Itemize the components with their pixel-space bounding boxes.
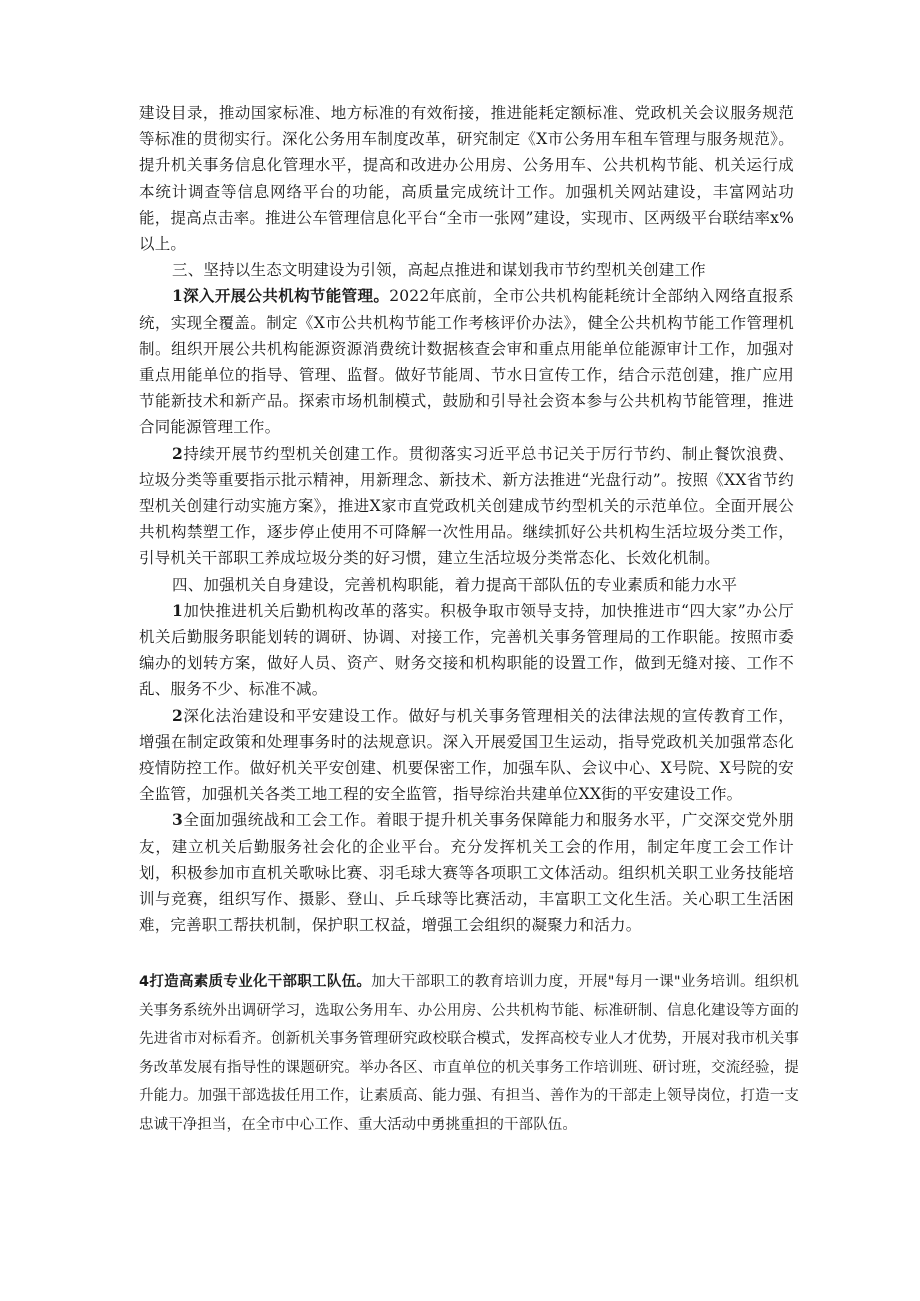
paragraph-text: 2022年底前，全市公共机构能耗统计全部纳入网络直报系统，实现全覆盖。制定《X市公共机构节能工作考核评价办法》，健全公共机构节能工作管理机制。组织开展公共机构能源资源消费统计数据核查会审和重点用能单位能源审计工作，加强对重点用能单位的指导、管理、监督。做好节能周、节水日宣传工作，结合示范创建，推广应用节能新技术和新产品。探索市场机制模式，鼓励和引导社会资本参与公共机构节能管理，推进合同能源管理工作。 — [139, 287, 794, 437]
paragraph-continuation — [139, 100, 794, 257]
paragraph-lead: 3 — [172, 810, 183, 830]
paragraph-lead: 2 — [172, 705, 183, 725]
paragraph-thrifty-agency — [139, 441, 794, 572]
paragraph-text: 建设目录，推动国家标准、地方标准的有效衔接，推进能耗定额标准、党政机关会议服务规范等标准的贯彻实行。深化公务用车制度改革，研究制定《X市公务用车租车管理与服务规范》。提升机关事务信息化管理水平，提高和改进办公用房、公务用车、公共机构节能、机关运行成本统计调查等信息网络平台的功能，高质量完成统计工作。加强机关网站建设，丰富网站功能，提高点击率。推进公车管理信息化平台“全市一张网”建设，实现市、区两级平台联结率x%以上。 — [139, 104, 794, 254]
section-heading-three — [139, 257, 794, 283]
section-heading-four — [139, 572, 794, 598]
paragraph-lead: 1深入开展公共机构节能管理。 — [172, 286, 390, 306]
paragraph-reform — [139, 598, 794, 703]
paragraph-text: 深化法治建设和平安建设工作。做好与机关事务管理相关的法律法规的宣传教育工作，增强在制定政策和处理事务时的法规意识。深入开展爱国卫生运动，指导党政机关加强常态化疫情防控工作。做好机关平安创建、机要保密工作，加强车队、会议中心、X号院、X号院的安全监管，加强机关各类工地工程的安全监管，指导综治共建单位XX街的平安建设工作。 — [139, 706, 794, 804]
paragraph-rule-of-law — [139, 703, 794, 808]
paragraph-lead: 4打造高素质专业化干部职工队伍。 — [139, 974, 372, 990]
paragraph-lead: 1 — [172, 600, 183, 620]
final-text-block — [139, 968, 799, 1140]
section-heading-text: 四、加强机关自身建设，完善机构职能，着力提高干部队伍的专业素质和能力水平 — [172, 575, 738, 594]
paragraph-text: 加快推进机关后勤机构改革的落实。积极争取市领导支持，加快推进市“四大家”办公厅机关后勤服务职能划转的调研、协调、对接工作，完善机关事务管理局的工作职能。按照市委编办的划转方案，做好人员、资产、财务交接和机构职能的设置工作，做到无缝对接、工作不乱、服务不少、标准不减。 — [139, 601, 794, 699]
paragraph-cadre-team — [139, 968, 799, 1140]
paragraph-text: 加大干部职工的教育培训力度，开展"每月一课"业务培训。组织机关事务系统外出调研学习，选取公务用车、办公用房、公共机构节能、标准研制、信息化建设等方面的先进省市对标看齐。创新机关事务管理研究政校联合模式，发挥高校专业人才优势，开展对我市机关事务改革发展有指导性的课题研究。举办各区、市直单位的机关事务工作培训班、研讨班，交流经验，提升能力。加强干部选拔任用工作，让素质高、能力强、有担当、善作为的干部走上领导岗位，打造一支忠诚干净担当，在全市中心工作、重大活动中勇挑重担的干部队伍。 — [139, 974, 799, 1133]
paragraph-energy-saving — [139, 283, 794, 440]
paragraph-lead: 2 — [172, 443, 183, 463]
paragraph-text: 持续开展节约型机关创建工作。贯彻落实习近平总书记关于厉行节约、制止餐饮浪费、垃圾分类等重要指示批示精神，用新理念、新技术、新方法推进“光盘行动”。按照《XX省节约型机关创建行动实施方案》，推进X家市直党政机关创建成节约型机关的示范单位。全面开展公共机构禁塑工作，逐步停止使用不可降解一次性用品。继续抓好公共机构生活垃圾分类工作，引导机关干部职工养成垃圾分类的好习惯，建立生活垃圾分类常态化、长效化机制。 — [139, 444, 794, 568]
main-text-block — [139, 100, 794, 939]
paragraph-united-front — [139, 807, 794, 938]
paragraph-text: 全面加强统战和工会工作。着眼于提升机关事务保障能力和服务水平，广交深交党外朋友，建立机关后勤服务社会化的企业平台。充分发挥机关工会的作用，制定年度工会工作计划，积极参加市直机关歌咏比赛、羽毛球大赛等各项职工文体活动。组织机关职工业务技能培训与竞赛，组织写作、摄影、登山、乒乓球等比赛活动，丰富职工文化生活。关心职工生活困难，完善职工帮扶机制，保护职工权益，增强工会组织的凝聚力和活力。 — [139, 811, 794, 935]
section-heading-text: 三、坚持以生态文明建设为引领，高起点推进和谋划我市节约型机关创建工作 — [172, 261, 706, 280]
